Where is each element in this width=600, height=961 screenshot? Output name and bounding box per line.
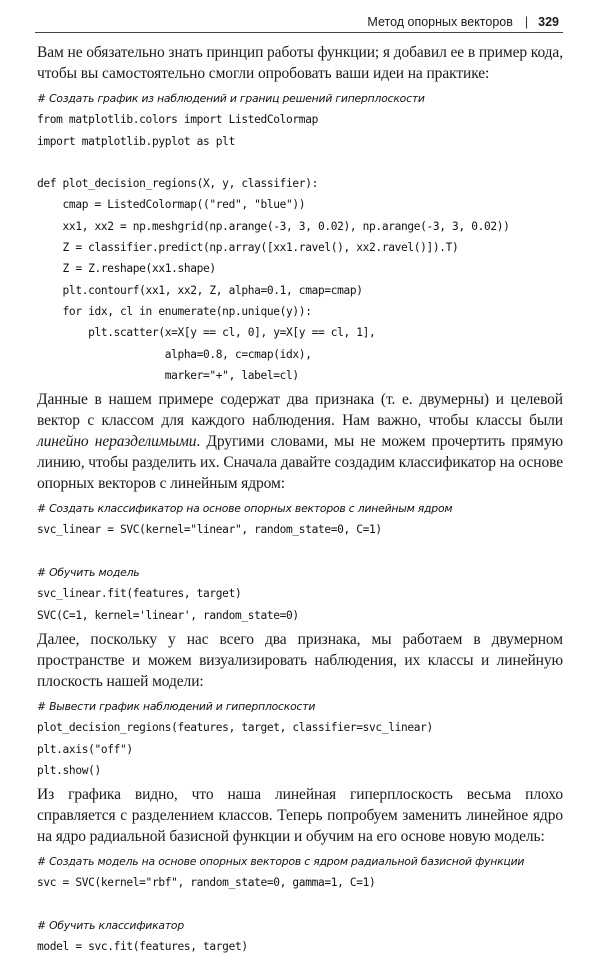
paragraph-rbf-intro: Из графика видно, что наша линейная гиперплоскость весьма плохо справляется с разделением классов. Теперь попробуем заменить линейное ядро на ядро радиальной базисной функции и обучим на его основе новую модель:: [37, 786, 563, 846]
code-line: marker="+", label=cl): [37, 368, 299, 382]
code-line: def plot_decision_regions(X, y, classifier):: [37, 177, 318, 191]
code-line: svc = SVC(kernel="rbf", random_state=0, gamma=1, C=1): [37, 876, 376, 890]
code-line: alpha=0.8, c=cmap(idx),: [37, 347, 312, 361]
code-line: plt.scatter(x=X[y == cl, 0], y=X[y == cl, 1],: [37, 326, 376, 340]
code-comment: # Создать график из наблюдений и границ решений гиперплоскости: [37, 92, 425, 105]
code-comment: # Обучить модель: [37, 566, 140, 580]
code-comment: # Создать классификатор на основе опорных векторов с линейным ядром: [37, 502, 453, 516]
paragraph-text: Данные в нашем примере содержат два признака (т. е. двумерны) и целевой вектор с классом для каждого наблюдения. Нам важно, чтобы классы были: [37, 391, 563, 430]
paragraph-visualize: Далее, поскольку у нас всего два признака, мы работаем в двумерном пространстве и можем визуализировать наблюдения, их классы и линейную плоскость нашей модели:: [37, 630, 563, 690]
code-line: cmap = ListedColormap(("red", "blue")): [37, 198, 306, 212]
code-blank-line: [37, 541, 563, 562]
code-line: plot_decision_regions(features, target, classifier=svc_linear): [37, 721, 433, 735]
header-separator: |: [524, 14, 529, 29]
code-line: svc_linear = SVC(kernel="linear", random_state=0, C=1): [37, 523, 382, 537]
code-line: plt.contourf(xx1, xx2, Z, alpha=0.1, cmap=cmap): [37, 283, 363, 297]
code-line: import matplotlib.pyplot as plt: [37, 134, 235, 148]
code-block-linear-svc: [37, 498, 563, 626]
code-comment: # Создать модель на основе опорных векторов с ядром радиальной базисной функции: [37, 855, 525, 869]
code-line: plt.axis("off"): [37, 742, 133, 756]
code-blank-line: [37, 894, 563, 915]
code-block-rbf-svc: [37, 851, 563, 957]
code-line: model = svc.fit(features, target): [37, 940, 248, 954]
code-line: Z = classifier.predict(np.array([xx1.ravel(), xx2.ravel()]).T): [37, 241, 459, 255]
paragraph-data-description: [37, 389, 563, 494]
code-line: plt.show(): [37, 763, 101, 777]
code-line: from matplotlib.colors import ListedColormap: [37, 113, 318, 127]
code-comment: # Вывести график наблюдений и гиперплоскости: [37, 699, 316, 713]
page-body: [37, 42, 563, 961]
code-line: svc_linear.fit(features, target): [37, 587, 242, 601]
code-comment: # Обучить классификатор: [37, 919, 184, 933]
code-block-plot-function: [37, 88, 563, 386]
code-line: for idx, cl in enumerate(np.unique(y)):: [37, 304, 312, 318]
code-block-plot-call: [37, 696, 563, 781]
emphasized-term: линейно неразделимыми: [37, 433, 197, 451]
paragraph-text: . Другими словами, мы не можем прочертить прямую линию, чтобы разделить их. Сначала давайте создадим классификатор на основе опорных векторов с линейным ядром:: [37, 433, 563, 493]
running-header: [35, 11, 563, 33]
code-line: SVC(C=1, kernel='linear', random_state=0): [37, 608, 299, 622]
paragraph-intro: Вам не обязательно знать принцип работы функции; я добавил ее в пример кода, чтобы вы самостоятельно смогли опробовать ваши идеи на практике:: [37, 44, 563, 82]
chapter-title: Метод опорных векторов: [367, 14, 513, 29]
code-line: Z = Z.reshape(xx1.shape): [37, 262, 216, 276]
code-blank-line: [37, 152, 563, 173]
page-number: 329: [538, 14, 559, 29]
code-line: xx1, xx2 = np.meshgrid(np.arange(-3, 3, 0.02), np.arange(-3, 3, 0.02)): [37, 219, 510, 233]
